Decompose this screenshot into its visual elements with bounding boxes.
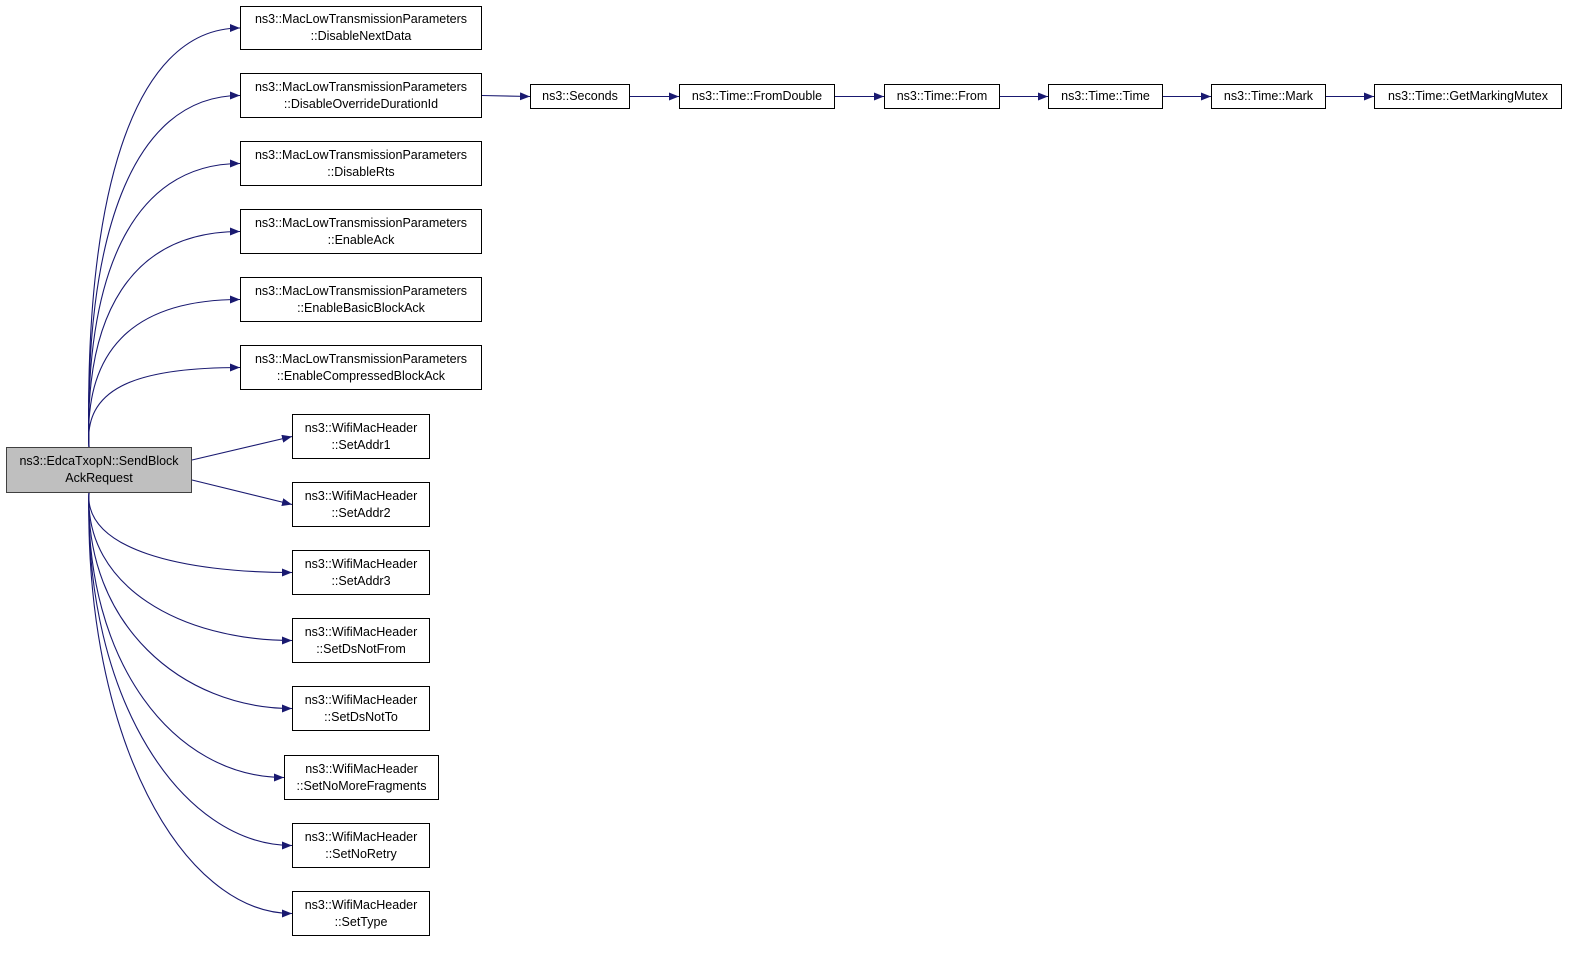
node-set-no-more-fragments[interactable] bbox=[284, 755, 439, 800]
node-line: ::SetAddr1 bbox=[331, 437, 391, 452]
node-enable-basic-block-ack[interactable] bbox=[240, 277, 482, 322]
edge-root-to-set_ds_not_to bbox=[89, 493, 292, 709]
node-line: ns3::WifiMacHeader bbox=[304, 897, 418, 912]
node-time-from[interactable] bbox=[884, 84, 1000, 109]
node-line: ::EnableBasicBlockAck bbox=[297, 300, 425, 315]
node-line: ns3::WifiMacHeader bbox=[304, 488, 418, 503]
node-line: ::EnableAck bbox=[327, 232, 395, 247]
node-line: ns3::Time::From bbox=[896, 89, 988, 103]
node-line: ns3::WifiMacHeader bbox=[304, 692, 418, 707]
node-disable-next-data[interactable] bbox=[240, 6, 482, 50]
node-enable-ack[interactable] bbox=[240, 209, 482, 254]
node-time-mark[interactable] bbox=[1211, 84, 1326, 109]
node-line: ns3::Time::Mark bbox=[1223, 89, 1314, 103]
node-set-ds-not-to[interactable] bbox=[292, 686, 430, 731]
node-set-addr3[interactable] bbox=[292, 550, 430, 595]
edge-root-to-set_type bbox=[89, 493, 292, 914]
node-line: ns3::WifiMacHeader bbox=[304, 420, 418, 435]
edge-root-to-set_addr1 bbox=[192, 437, 292, 461]
node-set-type[interactable] bbox=[292, 891, 430, 936]
edge-disable_override-to-seconds bbox=[482, 96, 530, 97]
node-set-addr2[interactable] bbox=[292, 482, 430, 527]
edge-root-to-set_ds_not_from bbox=[89, 493, 292, 641]
node-line: ns3::EdcaTxopN::SendBlock bbox=[19, 454, 179, 468]
edge-root-to-enable_ack bbox=[89, 232, 240, 448]
edge-root-to-set_no_more_fragments bbox=[89, 493, 284, 778]
node-disable-rts[interactable] bbox=[240, 141, 482, 186]
node-line: ns3::MacLowTransmissionParameters bbox=[254, 79, 468, 94]
node-line: ns3::WifiMacHeader bbox=[304, 829, 418, 844]
node-root-sendblockackrequest[interactable] bbox=[6, 447, 192, 493]
node-line: ::DisableOverrideDurationId bbox=[283, 96, 439, 111]
node-line: ns3::WifiMacHeader bbox=[305, 761, 418, 776]
node-line: ::SetDsNotFrom bbox=[316, 641, 406, 656]
edge-root-to-disable_override bbox=[89, 96, 240, 448]
edge-root-to-set_addr3 bbox=[89, 493, 292, 573]
node-line: ::EnableCompressedBlockAck bbox=[276, 368, 446, 383]
node-line: ns3::MacLowTransmissionParameters bbox=[254, 283, 468, 298]
node-disable-override-duration-id[interactable] bbox=[240, 73, 482, 118]
node-line: ns3::MacLowTransmissionParameters bbox=[254, 215, 468, 230]
edge-root-to-disable_rts bbox=[89, 164, 240, 448]
node-line: ns3::MacLowTransmissionParameters bbox=[254, 12, 468, 26]
edge-root-to-set_addr2 bbox=[192, 480, 292, 505]
node-line: ns3::Seconds bbox=[542, 89, 618, 103]
node-time-from-double[interactable] bbox=[679, 84, 835, 109]
node-line: ns3::WifiMacHeader bbox=[304, 556, 418, 571]
node-line: ::SetDsNotTo bbox=[324, 709, 398, 724]
node-line: ::DisableRts bbox=[327, 164, 395, 179]
node-line: ns3::Time::GetMarkingMutex bbox=[1387, 89, 1548, 103]
node-line: ::DisableNextData bbox=[310, 29, 412, 43]
node-line: ::SetAddr3 bbox=[331, 573, 391, 588]
edge-root-to-disable_next_data bbox=[89, 28, 240, 447]
node-line: ns3::MacLowTransmissionParameters bbox=[254, 351, 468, 366]
node-line: ns3::Time::Time bbox=[1061, 89, 1150, 103]
node-line: ::SetAddr2 bbox=[331, 505, 391, 520]
node-time-get-marking-mutex[interactable] bbox=[1374, 84, 1562, 109]
node-set-no-retry[interactable] bbox=[292, 823, 430, 868]
node-line: ::SetNoMoreFragments bbox=[296, 778, 427, 793]
node-line: ns3::WifiMacHeader bbox=[304, 624, 418, 639]
node-line: ns3::MacLowTransmissionParameters bbox=[254, 147, 468, 162]
node-time-time[interactable] bbox=[1048, 84, 1163, 109]
node-seconds[interactable] bbox=[530, 84, 630, 109]
node-set-ds-not-from[interactable] bbox=[292, 618, 430, 663]
node-enable-compressed-block-ack[interactable] bbox=[240, 345, 482, 390]
node-line: ::SetNoRetry bbox=[325, 846, 397, 861]
node-line: ns3::Time::FromDouble bbox=[691, 89, 823, 103]
node-line: ::SetType bbox=[334, 914, 388, 929]
edge-root-to-enable_compressed_block_ack bbox=[89, 368, 240, 448]
edge-root-to-set_no_retry bbox=[89, 493, 292, 846]
node-set-addr1[interactable] bbox=[292, 414, 430, 459]
node-line: AckRequest bbox=[65, 471, 133, 485]
